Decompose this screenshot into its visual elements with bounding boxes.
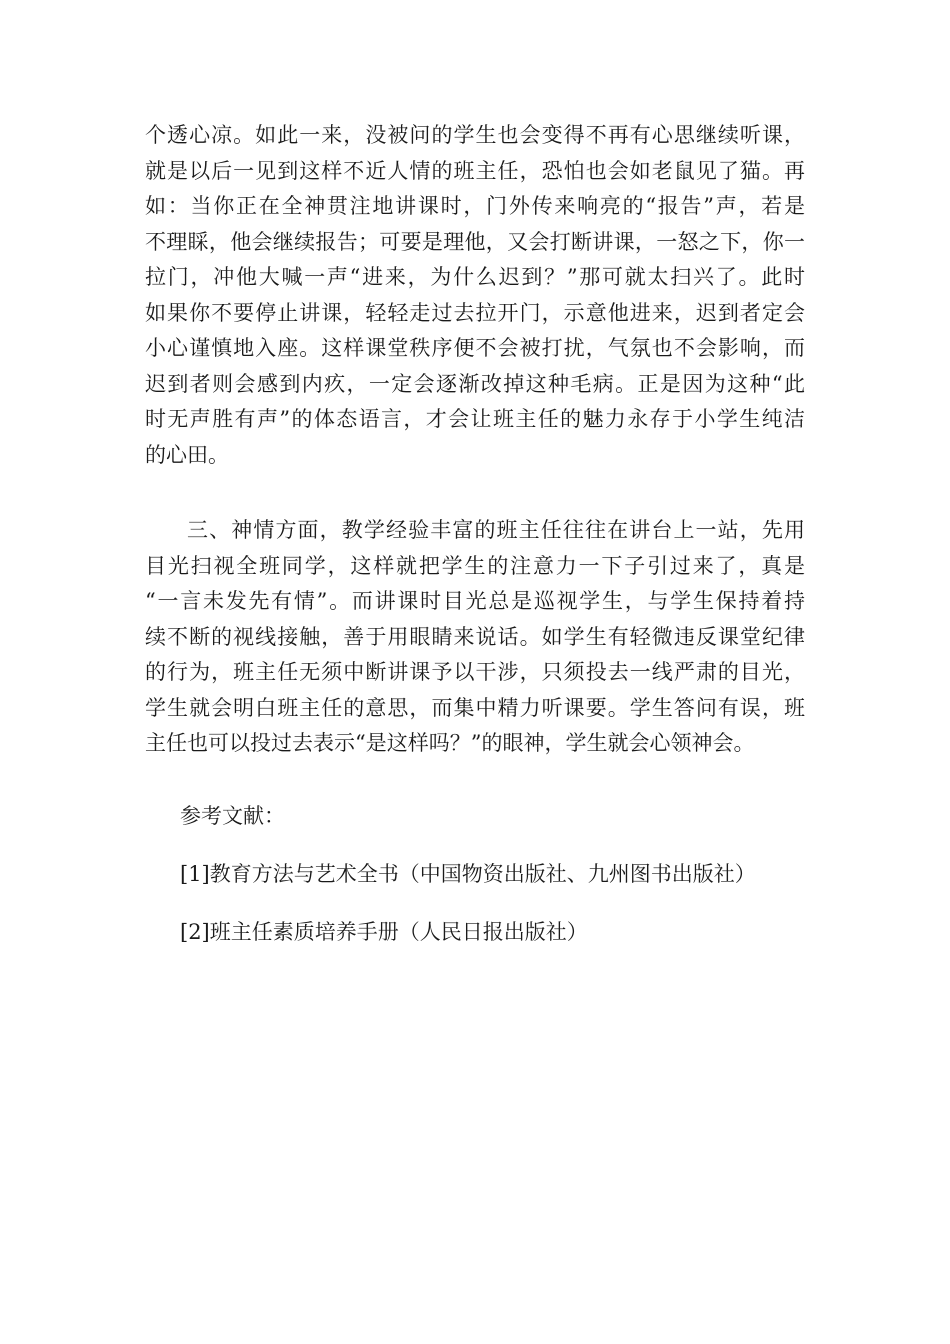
paragraph-line: 续不断的视线接触，善于用眼睛来说话。如学生有轻微违反课堂纪律 <box>145 624 805 649</box>
paragraph-line: 学生就会明白班主任的意思，而集中精力听课要。学生答问有误，班 <box>145 695 805 720</box>
references-heading: 参考文献： <box>180 804 285 828</box>
reference-item: [1]教育方法与艺术全书（中国物资出版社、九州图书出版社） <box>180 862 756 886</box>
reference-item: [2]班主任素质培养手册（人民日报出版社） <box>180 920 588 944</box>
paragraph-expression <box>145 513 805 762</box>
paragraph-line: 小心谨慎地入座。这样课堂秩序便不会被打扰，气氛也不会影响，而 <box>145 336 805 360</box>
paragraph-line: 的行为，班主任无须中断讲课予以干涉，只须投去一线严肃的目光， <box>145 660 805 684</box>
paragraph-line: 迟到者则会感到内疚，一定会逐渐改掉这种毛病。正是因为这种“此 <box>145 371 805 396</box>
paragraph-line: 拉门，冲他大喊一声“进来，为什么迟到？”那可就太扫兴了。此时 <box>145 265 805 289</box>
paragraph-line: 目光扫视全班同学，这样就把学生的注意力一下子引过来了，真是 <box>145 553 805 578</box>
paragraph-line: 主任也可以投过去表示“是这样吗？”的眼神，学生就会心领神会。 <box>145 731 755 755</box>
paragraph-line: 如：当你正在全神贯注地讲课时，门外传来响亮的“报告”声，若是 <box>145 194 805 218</box>
paragraph-line: “一言未发先有情”。而讲课时目光总是巡视学生，与学生保持着持 <box>145 589 805 613</box>
paragraph-line: 时无声胜有声”的体态语言，才会让班主任的魅力永存于小学生纯洁 <box>145 407 805 431</box>
paragraph-line: 如果你不要停止讲课，轻轻走过去拉开门，示意他进来，迟到者定会 <box>145 300 805 325</box>
paragraph-line: 的心田。 <box>145 442 229 467</box>
paragraph-line: 个透心凉。如此一来，没被问的学生也会变得不再有心思继续听课， <box>145 123 805 147</box>
paragraph-line: 就是以后一见到这样不近人情的班主任，恐怕也会如老鼠见了猫。再 <box>145 158 805 183</box>
paragraph-line: 三、神情方面，教学经验丰富的班主任往往在讲台上一站，先用 <box>187 518 805 542</box>
paragraph-line: 不理睬，他会继续报告；可要是理他，又会打断讲课，一怒之下，你一 <box>145 229 805 254</box>
paragraph-body-language <box>145 118 805 473</box>
